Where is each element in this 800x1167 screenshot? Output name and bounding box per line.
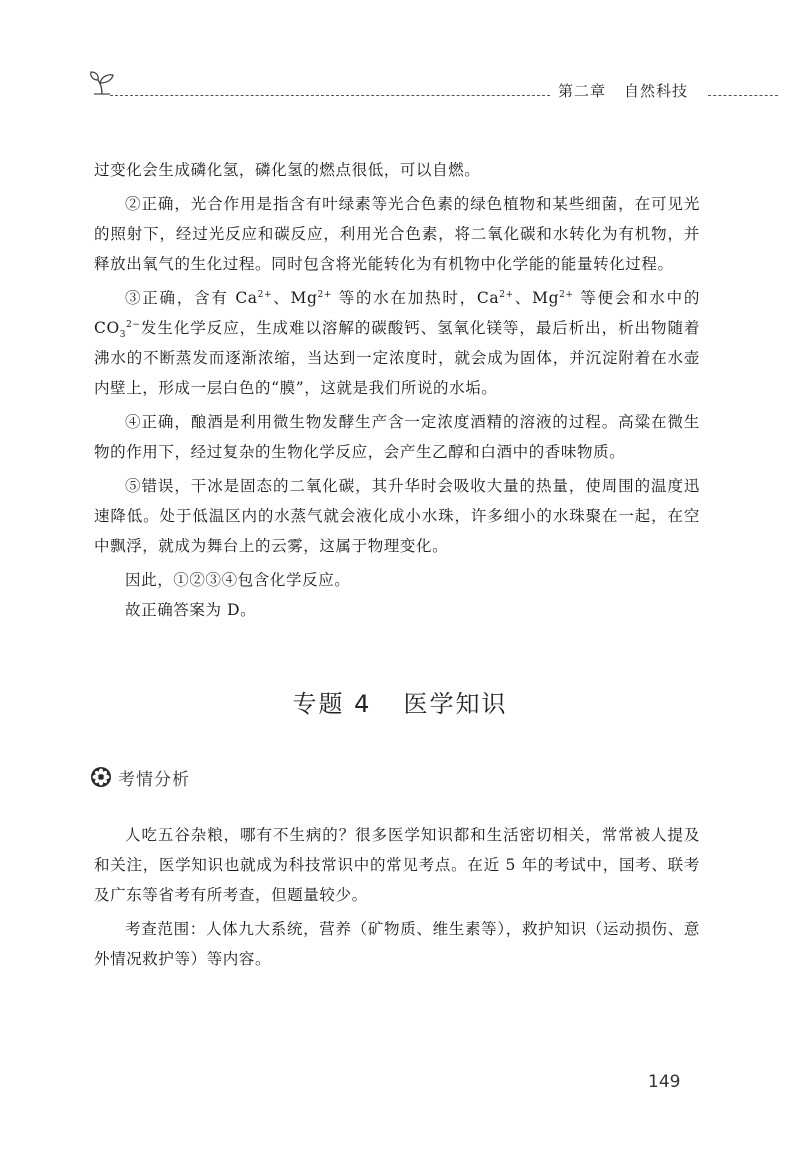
header-rule-left — [110, 95, 550, 96]
chapter-label — [558, 80, 688, 101]
header-rule-right — [708, 95, 778, 96]
paragraph-item-3: ③正确，含有 $Ca^{2+}$、$Mg^{2+}$ 等的水在加热时，$Ca^{2+}$、$Mg^{2+}$ 等便会和水中的$CO_3^{2-}$发生化学反应，生成难以溶解的碳酸钙、氢氧化镁等，最后析出，析出物随着沸水的不断蒸发而逐渐浓缩，当达到一定浓度时，就会成为固体，并沉淀附着在水壶内壁上，形成一层白色的“膜”，这就是我们所说的水垢。 — [94, 289, 700, 397]
paragraph-conclusion: 因此，①②③④包含化学反应。 — [125, 571, 351, 589]
chapter-number: 第二章 — [558, 82, 607, 100]
paragraph-continuation: 过变化会生成磷化氢，磷化氢的燃点很低，可以自燃。 — [94, 161, 481, 179]
analysis-text — [94, 820, 700, 974]
page-number: 149 — [648, 1072, 681, 1092]
paragraph-item-2: ②正确，光合作用是指含有叶绿素等光合色素的绿色植物和某些细菌，在可见光的照射下，经过光反应和碳反应，利用光合色素，将二氧化碳和水转化为有机物，并释放出氧气的生化过程。同时包含将光能转化为有机物中化学能的能量转化过程。 — [94, 195, 700, 273]
topic-number: 专题 4 — [292, 690, 372, 718]
paragraph-item-5: ⑤错误，干冰是固态的二氧化碳，其升华时会吸收大量的热量，使周围的温度迅速降低。处于低温区内的水蒸气就会液化成小水珠，许多细小的水珠聚在一起，在空中飘浮，就成为舞台上的云雾，这属于物理变化。 — [94, 477, 700, 555]
running-header — [88, 72, 778, 102]
paragraph-item-4: ④正确，酿酒是利用微生物发酵生产含一定浓度酒精的溶液的过程。高粱在微生物的作用下，经过复杂的生物化学反应，会产生乙醇和白酒中的香味物质。 — [94, 413, 700, 461]
section-heading — [90, 763, 190, 791]
explanation-text — [94, 155, 700, 625]
analysis-paragraph-1: 人吃五谷杂粮，哪有不生病的？很多医学知识都和生活密切相关，常常被人提及和关注，医学知识也就成为科技常识中的常见考点。在近 5 年的考试中，国考、联考及广东等省考有所考查，但题量较少。 — [94, 826, 700, 904]
sprout-icon — [88, 70, 116, 96]
paragraph-answer: 故正确答案为 D。 — [125, 601, 257, 619]
analysis-paragraph-2: 考查范围：人体九大系统，营养（矿物质、维生素等），救护知识（运动损伤、意外情况救护等）等内容。 — [94, 920, 700, 968]
section-label: 考情分析 — [118, 769, 190, 790]
flower-bullet-icon — [90, 766, 112, 788]
topic-title — [0, 684, 800, 719]
chapter-subject: 自然科技 — [624, 82, 689, 100]
topic-name: 医学知识 — [403, 690, 508, 718]
